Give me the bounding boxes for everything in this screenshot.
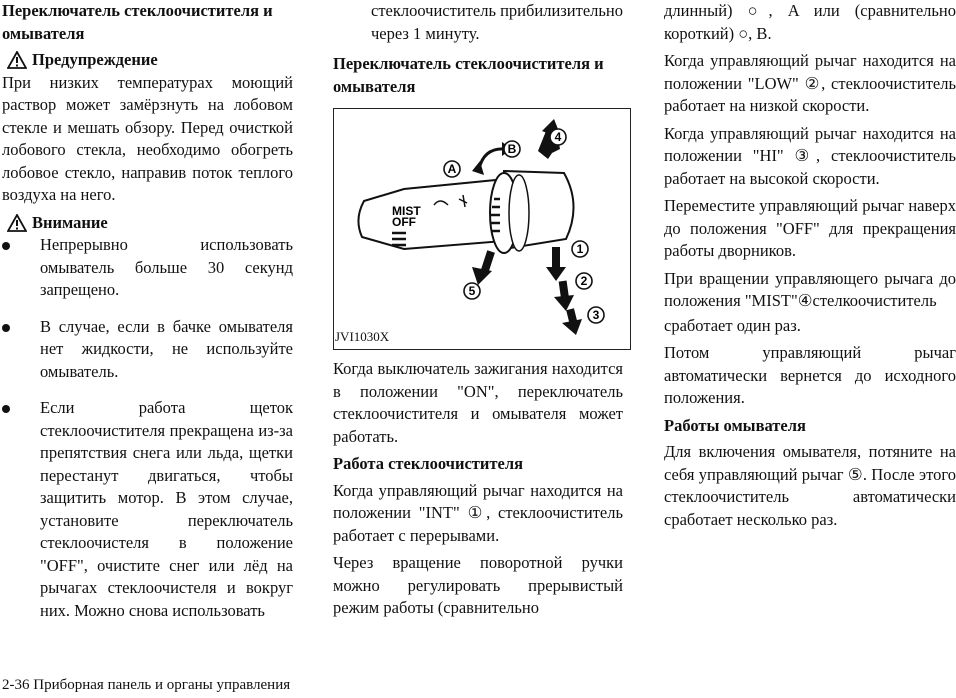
- figure-label-a: A: [447, 162, 457, 176]
- figure-code: JVI1030X: [335, 328, 390, 344]
- wiper-lever-figure: [333, 108, 631, 350]
- caution-list: [2, 234, 293, 622]
- figure-label-1: 1: [576, 242, 584, 256]
- paragraph: Когда управляющий рычаг находится на положении "INT" ①, стеклоочиститель работает с перерывами.: [333, 480, 623, 545]
- warning-label: Предупреждение: [32, 50, 158, 69]
- figure-label-2: 2: [580, 274, 588, 288]
- paragraph: Переместите управляющий рычаг наверх до положения "OFF" для прекращения работы дворников.: [664, 196, 956, 260]
- paragraph: Когда выключатель зажигания находится в положении "ON", переключатель стеклоочистителя и омывателя может работать.: [333, 359, 623, 446]
- continuation-text: стеклоочиститель прибилизительно через 1 минуту.: [371, 1, 624, 43]
- paragraph: Через вращение поворотной ручки можно регулировать прерывистый режим работы (сравнительно: [333, 553, 623, 617]
- warning-text: При низких температурах моющий раствор может замёрзнуть на лобовом стекле и мешать обзору. Перед очисткой лобового стекла, необходимо обогреть лобовое стекло, направив поток теплого воздуха на него.: [2, 72, 293, 204]
- column-1: [2, 0, 293, 636]
- caution-triangle-icon: [2, 214, 32, 232]
- lever-off-label: OFF: [392, 215, 416, 229]
- figure-label-5: 5: [468, 284, 476, 298]
- warning-triangle-icon: [2, 51, 32, 69]
- warning-header: [2, 49, 293, 72]
- list-item: В случае, если в бачке омывателя нет жидкости, не используйте омыватель.: [2, 316, 293, 384]
- figure-label-b: B: [507, 142, 517, 156]
- paragraph: сработает один раз.: [664, 315, 801, 335]
- figure-label-4: 4: [554, 130, 562, 144]
- paragraph: Когда управляющий рычаг находится на положении "HI" ③, стеклоочиститель работает на высокой скорости.: [664, 123, 956, 188]
- paragraph: длинный) ○, A или (сравнительно короткий) ○, B.: [664, 1, 956, 43]
- section-heading: Переключатель стеклоочистителя и омывателя: [333, 54, 604, 96]
- paragraph: При вращении управляющего рычага до положения "MIST"④стелкоочиститель: [664, 268, 956, 310]
- section-heading: Работа стеклоочистителя: [333, 454, 524, 473]
- caution-header: [2, 212, 293, 235]
- paragraph: Когда управляющий рычаг находится на положении "LOW" ②, стеклоочиститель работает на низкой скорости.: [664, 51, 956, 115]
- bullet-icon: [2, 405, 10, 413]
- column-3: [664, 0, 956, 536]
- bullet-icon: [2, 242, 10, 250]
- paragraph: Для включения омывателя, потяните на себя управляющий рычаг ⑤. После этого стеклоочиститель автоматически сработает несколько раз.: [664, 442, 956, 529]
- column-2: [333, 0, 623, 625]
- bullet-icon: [2, 324, 10, 332]
- page-footer: 2-36 Приборная панель и органы управления: [2, 677, 291, 693]
- list-item: Если работа щеток стеклоочистителя прекращена из-за препятствия снега или льда, щетки перестанут двигаться, чтобы защитить мотор. В этом случае, установите переключатель стеклоочистеля в положение "OFF", очистите снег или лёд на рычагах стеклоочистеля и вокруг них. Можно снова использовать: [2, 397, 293, 622]
- figure-label-3: 3: [592, 308, 600, 322]
- lever-mist-label: MIST: [392, 204, 421, 218]
- list-item: Непрерывно использовать омыватель больше 30 секунд запрещено.: [2, 234, 293, 302]
- paragraph: Потом управляющий рычаг автоматически вернется до исходного положения.: [664, 343, 956, 407]
- caution-label: Внимание: [32, 212, 108, 232]
- section-heading: Переключатель стеклоочистителя и омывателя: [2, 1, 273, 43]
- section-heading: Работы омывателя: [664, 415, 806, 435]
